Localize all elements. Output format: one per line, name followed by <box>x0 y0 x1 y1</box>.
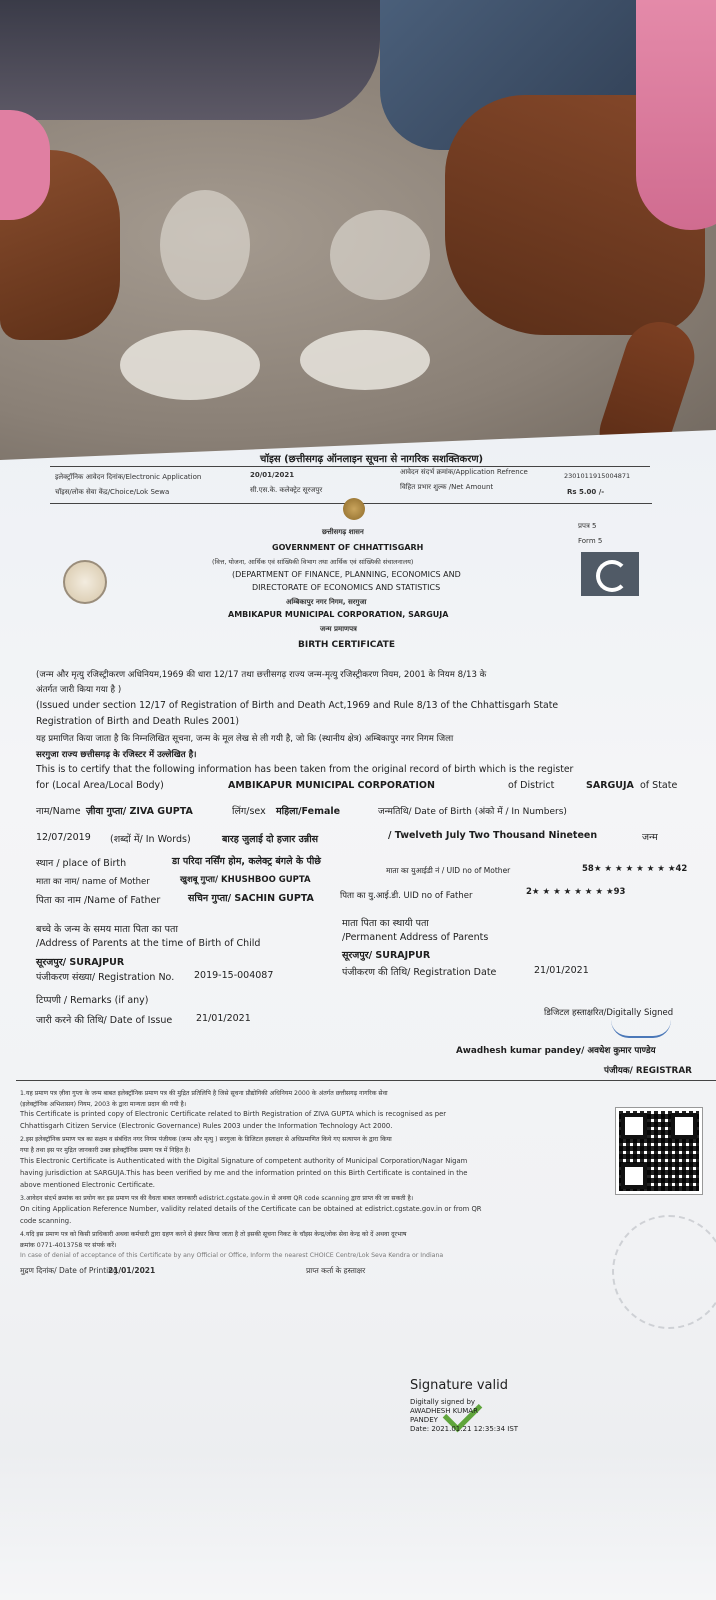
pink-sleeve-right <box>636 0 716 230</box>
national-emblem-icon <box>343 498 365 520</box>
dob-value: 12/07/2019 <box>36 832 91 843</box>
dob-words: / Twelveth July Two Thousand Nineteen <box>388 830 598 841</box>
state-label: of State <box>640 780 678 791</box>
registration-date-label: पंजीकरण की तिथि/ Registration Date <box>342 967 497 978</box>
fabric-ornament <box>330 210 430 300</box>
signature-valid-title: Signature valid <box>410 1378 508 1393</box>
ref-value: 2301011915004871 <box>564 472 631 480</box>
footer-note-4-hindi: 4.यदि इस प्रमाण पत्र को किसी प्राधिकारी अथवा कर्मचारी द्वारा ग्रहण करने से इंकार किया जाता है तो इसकी सूचना निकट के चॉइस केन्द्र/लोक सेवा केन्द्र को दें अथवा दूरभाष <box>20 1231 407 1238</box>
department-hindi: (वित्त, योजना, आर्थिक एवं सांख्यिकी विभाग तथा आर्थिक एवं सांख्यिकी संचालनालय) <box>212 558 414 566</box>
address-birth-label: /Address of Parents at the time of Birth of Child <box>36 938 261 949</box>
footer-note-4-hindi-2: क्रमांक 0771-4013758 पर संपर्क करें। <box>20 1242 117 1249</box>
district-label: of District <box>508 780 555 791</box>
sex-label: लिंग/sex <box>232 806 266 817</box>
name-label: नाम/Name <box>36 806 81 817</box>
stamp-seal <box>612 1215 716 1329</box>
act-line-2: Registration of Birth and Death Rules 2001) <box>36 716 240 727</box>
local-area-label: for (Local Area/Local Body) <box>36 780 164 791</box>
dob-words-label: (शब्दों में/ In Words) <box>110 834 191 845</box>
divider <box>16 1080 716 1081</box>
footer-note-1: This Certificate is printed copy of Electronic Certificate related to Birth Registration of ZIVA GUPTA which is recognised as per <box>20 1110 447 1118</box>
fabric-ornament <box>160 190 250 300</box>
registration-date: 21/01/2021 <box>534 965 589 976</box>
place-tail: जन्म <box>642 832 658 843</box>
father-uid: 2★ ★ ★ ★ ★ ★ ★ ★93 <box>526 887 626 897</box>
recipient-signature-label: प्राप्त कर्ता के हस्ताक्षर <box>306 1266 366 1275</box>
signer-name: AWADHESH KUMAR <box>410 1407 478 1415</box>
print-date-label: मुद्रण दिनांक/ Date of Printing <box>20 1266 118 1275</box>
certificate-title-hindi: जन्म प्रमाणपत्र <box>320 625 357 633</box>
qr-finder <box>671 1113 697 1139</box>
address-birth-value: सूरजपुर/ SURAJPUR <box>36 957 125 968</box>
qr-finder <box>621 1113 647 1139</box>
act-line-hindi-2: अंतर्गत जारी किया गया है ) <box>36 685 122 695</box>
footer-note-2: This Electronic Certificate is Authenticated with the Digital Signature of competent authority of Municipal Corporation/Nagar Nigam <box>20 1157 468 1165</box>
footer-note-1-2: Chhattisgarh Citizen Service (Electronic Governance) Rules 2003 under the Information Technology Act 2000. <box>20 1122 393 1130</box>
footer-note-2-hindi: 2.इस इलेक्ट्रॉनिक प्रमाण पत्र का सक्षम व संबंधित नगर निगम पंजीयक (जन्म और मृत्यु ) सरगुजा के डिजिटल हस्ताक्षर से अधिप्रमाणित किये गए सत्यापन के द्वारा किया <box>20 1136 392 1143</box>
mother-value: खुशबू गुप्ता/ KHUSHBOO GUPTA <box>180 875 311 885</box>
corporation-title: AMBIKAPUR MUNICIPAL CORPORATION, SARGUJA <box>228 610 449 619</box>
father-label: पिता का नाम /Name of Father <box>36 895 161 906</box>
dark-cloth <box>0 0 380 120</box>
certify-line-hindi-2: सरगुजा राज्य छत्तीसगढ़ के रजिस्टर में उल्लेखित है। <box>36 750 197 760</box>
footer-note-4: In case of denial of acceptance of this Certificate by any Official or Office, Inform the nearest CHOICE Centre/Lok Seva Kendra or Indiana <box>20 1252 444 1259</box>
divider <box>50 466 650 467</box>
choice-logo-icon <box>581 552 639 596</box>
local-body-value: AMBIKAPUR MUNICIPAL CORPORATION <box>228 780 435 791</box>
signed-by-line: Digitally signed by <box>410 1398 476 1406</box>
state-hindi: छत्तीसगढ़ शासन <box>322 528 364 536</box>
app-date: 20/01/2021 <box>250 471 295 479</box>
dob-label: जन्मतिथि/ Date of Birth (अंको में / In Numbers) <box>378 807 567 817</box>
signer-name-2: PANDEY <box>410 1416 438 1424</box>
father-value: सचिन गुप्ता/ SACHIN GUPTA <box>188 893 314 904</box>
ref-label: आवेदन संदर्भ क्रमांक/Application Refrence <box>400 468 528 476</box>
department-line-2: DIRECTORATE OF ECONOMICS AND STATISTICS <box>252 583 441 592</box>
photo-glare <box>0 1450 716 1600</box>
government-title: GOVERNMENT OF CHHATTISGARH <box>272 543 424 552</box>
address-permanent-value: सूरजपुर/ SURAJPUR <box>342 950 431 961</box>
issue-date-label: जारी करने की तिथि/ Date of Issue <box>36 1015 173 1026</box>
footer-note-3-2: code scanning. <box>20 1217 72 1225</box>
registrar-signature <box>611 1020 671 1038</box>
qr-code <box>616 1108 702 1194</box>
registration-no-label: पंजीकरण संख्या/ Registration No. <box>36 972 175 983</box>
corporation-seal-icon <box>63 560 107 604</box>
district-value: SARGUJA <box>586 780 634 791</box>
amount-label: विहित प्रभार शुल्क /Net Amount <box>400 483 494 491</box>
footer-note-1-hindi-2: (इलेक्ट्रॉनिक अभिशासन) नियम, 2003 के द्वारा मान्यता प्रदान की गयी है। <box>20 1101 187 1108</box>
choice-label: चॉइस/लोक सेवा केंद्र/Choice/Lok Sewa <box>55 488 170 496</box>
remarks-label: टिप्पणी / Remarks (if any) <box>36 995 149 1006</box>
department-line-1: (DEPARTMENT OF FINANCE, PLANNING, ECONOMICS AND <box>232 570 461 579</box>
place-label: स्थान / place of Birth <box>36 858 127 869</box>
act-line: (Issued under section 12/17 of Registration of Birth and Death Act,1969 and Rule 8/13 of the Chhattisgarh State <box>36 700 559 711</box>
address-permanent-label: /Permanent Address of Parents <box>342 932 489 943</box>
sex-value: महिला/Female <box>276 806 341 817</box>
mother-uid: 58★ ★ ★ ★ ★ ★ ★ ★42 <box>582 864 688 874</box>
footer-note-2-2: having jurisdiction at SARGUJA.This has been verified by me and the information printed on this Birth Certificate is contained in the <box>20 1169 468 1177</box>
mother-label: माता का नाम/ name of Mother <box>36 877 150 887</box>
choice-title: चॉइस (छत्तीसगढ़ ऑनलाइन सूचना से नागरिक सशक्तिकरण) <box>260 454 484 465</box>
app-date-label: इलेक्ट्रॉनिक आवेदन दिनांक/Electronic Application <box>55 473 202 481</box>
registrar-title: पंजीयक/ REGISTRAR <box>604 1066 692 1076</box>
act-line-hindi: (जन्म और मृत्यु रजिस्ट्रीकरण अधिनियम,1969 की धारा 12/17 तथा छत्तीसगढ़ राज्य जन्म-मृत्यु रजिस्ट्रीकरण नियम, 2001 के नियम 8/13 के <box>36 670 487 680</box>
amount-value: Rs 5.00 /- <box>567 488 605 496</box>
form-number-hindi: प्रपत्र 5 <box>578 522 597 530</box>
certify-line: This is to certify that the following information has been taken from the original record of birth which is the register <box>36 764 574 775</box>
dob-words-hindi: बारह जुलाई दो हजार उन्नीस <box>222 834 319 845</box>
choice-value: सी.एस.के. कलेक्ट्रेट सूरजपुर <box>250 486 323 494</box>
registration-no: 2019-15-004087 <box>194 970 274 981</box>
footer-note-3: On citing Application Reference Number, validity related details of the Certificate can be obtained at edistrict.cgstate.gov.in or from QR <box>20 1205 482 1213</box>
footer-note-2-3: above mentioned Electronic Certificate. <box>20 1181 155 1189</box>
certify-line-hindi: यह प्रमाणित किया जाता है कि निम्नलिखित सूचना, जन्म के मूल लेख से ली गयी है, जो कि (स्थानीय क्षेत्र) अम्बिकापुर नगर निगम जिला <box>36 734 454 744</box>
footer-note-3-hindi: 3.आवेदन संदर्भ क्रमांक का प्रयोग कर इस प्रमाण पत्र की वैधता बाबत जानकारी edistrict.cgstate.gov.in से अथवा QR code scanning द्वारा प्राप्त की जा सकती है। <box>20 1195 414 1202</box>
signed-date: Date: 2021.01.21 12:35:34 IST <box>410 1425 519 1433</box>
address-permanent-hindi: माता पिता का स्थायी पता <box>342 918 429 929</box>
corporation-hindi: अम्बिकापुर नगर निगम, सरगुजा <box>286 598 367 606</box>
address-birth-hindi: बच्चे के जन्म के समय माता पिता का पता <box>36 924 178 935</box>
form-number: Form 5 <box>578 537 603 545</box>
registrar-name: Awadhesh kumar pandey/ अवधेश कुमार पाण्डेय <box>456 1046 656 1056</box>
place-value: डा परिदा नर्सिंग होम, कलेक्ट्र बंगले के पीछे <box>172 856 321 867</box>
qr-finder <box>621 1163 647 1189</box>
footer-note-2-hindi-2: गया है तथा इस पर मुद्रित जानकारी उक्त इलेक्ट्रॉनिक प्रमाण पत्र में निहित है। <box>20 1147 191 1154</box>
father-uid-label: पिता का यु.आई.डी. UID no of Father <box>340 891 473 901</box>
issue-date: 21/01/2021 <box>196 1013 251 1024</box>
mother-uid-label: माता का युआईडी नं / UID no of Mother <box>386 866 511 875</box>
fabric-ornament <box>120 330 260 400</box>
print-date: 21/01/2021 <box>108 1266 156 1275</box>
certificate-title: BIRTH CERTIFICATE <box>298 640 395 650</box>
footer-note-1-hindi: 1.यह प्रमाण पत्र ज़ीवा गुप्ता के जन्म बाबत इलेक्ट्रॉनिक प्रमाण पत्र की मुद्रित प्रतिलिपि है जिसे सूचना प्रौद्योगिकी अधिनियम 2000 के अंतर्गत छत्तीसगढ़ नागरिक सेवा <box>20 1090 388 1097</box>
fabric-ornament <box>300 330 430 390</box>
name-value: ज़ीवा गुप्ता/ ZIVA GUPTA <box>86 806 193 817</box>
digitally-signed-label: डिजिटल हस्ताक्षरित/Digitally Signed <box>544 1008 674 1018</box>
